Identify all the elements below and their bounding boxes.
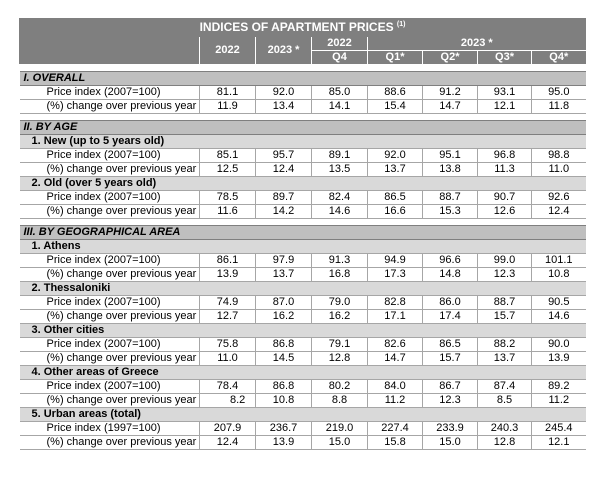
header-q1: Q1* [368,51,423,65]
apartment-price-indices-table [19,18,586,450]
table-row [20,86,586,100]
cell-value: 11.2 [532,394,586,408]
cell-value: 78.4 [200,380,256,394]
cell-value: 13.7 [256,268,312,282]
row-label: (%) change over previous year [20,310,200,324]
subsection-label: 2. Old (over 5 years old) [20,177,586,191]
section-header [20,72,586,86]
cell-value: 12.1 [478,100,532,114]
cell-value: 87.4 [478,380,532,394]
subsection-header [20,408,586,422]
cell-value: 12.5 [200,163,256,177]
section-label: III. BY GEOGRAPHICAL AREA [20,226,586,240]
section-header [20,121,586,135]
row-label: Price index (2007=100) [20,149,200,163]
cell-value: 16.8 [312,268,368,282]
cell-value: 88.6 [368,86,423,100]
cell-value: 92.6 [532,191,586,205]
subsection-header [20,324,586,338]
cell-value: 79.0 [312,296,368,310]
row-label: Price index (2007=100) [20,254,200,268]
cell-value: 89.2 [532,380,586,394]
cell-value: 86.5 [368,191,423,205]
header-row-1 [20,37,586,51]
cell-value: 15.8 [368,436,423,450]
row-label: (%) change over previous year [20,100,200,114]
cell-value: 14.7 [423,100,478,114]
table-row [20,436,586,450]
cell-value: 245.4 [532,422,586,436]
cell-value: 17.4 [423,310,478,324]
table-row [20,163,586,177]
subsection-label: 1. New (up to 5 years old) [20,135,586,149]
cell-value: 78.5 [200,191,256,205]
cell-value: 13.8 [423,163,478,177]
table-row [20,422,586,436]
cell-value: 207.9 [200,422,256,436]
cell-value: 88.7 [478,296,532,310]
cell-value: 88.2 [478,338,532,352]
cell-value: 15.0 [312,436,368,450]
cell-value: 8.5 [478,394,532,408]
header-q4: Q4* [532,51,586,65]
cell-value: 10.8 [256,394,312,408]
table-row [20,149,586,163]
cell-value: 88.7 [423,191,478,205]
cell-value: 11.6 [200,205,256,219]
cell-value: 75.8 [200,338,256,352]
row-label: (%) change over previous year [20,163,200,177]
cell-value: 17.1 [368,310,423,324]
table-row [20,254,586,268]
cell-value: 11.0 [532,163,586,177]
cell-value: 82.6 [368,338,423,352]
subsection-label: 1. Athens [20,240,586,254]
row-label: (%) change over previous year [20,436,200,450]
table-body [20,65,586,450]
cell-value: 240.3 [478,422,532,436]
cell-value: 14.2 [256,205,312,219]
cell-value: 12.3 [478,268,532,282]
header-2023: 2023 * [256,37,312,65]
cell-value: 82.8 [368,296,423,310]
cell-value: 79.1 [312,338,368,352]
cell-value: 90.5 [532,296,586,310]
table-title-footnote: (1) [396,21,406,28]
cell-value: 91.2 [423,86,478,100]
cell-value: 12.8 [312,352,368,366]
cell-value: 15.0 [423,436,478,450]
cell-value: 92.0 [256,86,312,100]
cell-value: 92.0 [368,149,423,163]
row-label: Price index (1997=100) [20,422,200,436]
cell-value: 85.1 [200,149,256,163]
table-row [20,100,586,114]
cell-value: 14.7 [368,352,423,366]
subsection-label: 4. Other areas of Greece [20,366,586,380]
cell-value: 12.8 [478,436,532,450]
header-q2: Q2* [423,51,478,65]
cell-value: 233.9 [423,422,478,436]
table-row [20,352,586,366]
cell-value: 15.7 [423,352,478,366]
header-blank-cell [20,37,200,65]
cell-value: 15.3 [423,205,478,219]
cell-value: 219.0 [312,422,368,436]
cell-value: 90.0 [532,338,586,352]
row-label: (%) change over previous year [20,205,200,219]
subsection-header [20,177,586,191]
cell-value: 74.9 [200,296,256,310]
cell-value: 10.8 [532,268,586,282]
cell-value: 93.1 [478,86,532,100]
subsection-header [20,366,586,380]
cell-value: 11.9 [200,100,256,114]
cell-value: 95.0 [532,86,586,100]
subsection-header [20,135,586,149]
cell-value: 13.5 [312,163,368,177]
cell-value: 14.8 [423,268,478,282]
cell-value: 101.1 [532,254,586,268]
subsection-label: 3. Other cities [20,324,586,338]
cell-value: 86.1 [200,254,256,268]
cell-value: 8.8 [312,394,368,408]
cell-value: 15.4 [368,100,423,114]
cell-value: 85.0 [312,86,368,100]
cell-value: 94.9 [368,254,423,268]
cell-value: 13.7 [368,163,423,177]
cell-value: 14.6 [532,310,586,324]
header-q4-2022: Q4 [312,51,368,65]
subsection-header [20,282,586,296]
header-group-2022: 2022 [312,37,368,51]
row-label: (%) change over previous year [20,352,200,366]
subsection-header [20,240,586,254]
table-row [20,394,586,408]
cell-value: 90.7 [478,191,532,205]
cell-value: 81.1 [200,86,256,100]
cell-value: 13.9 [532,352,586,366]
cell-value: 16.6 [368,205,423,219]
cell-value: 13.9 [200,268,256,282]
subsection-label: 2. Thessaloniki [20,282,586,296]
cell-value: 12.6 [478,205,532,219]
row-label: Price index (2007=100) [20,380,200,394]
header-q3: Q3* [478,51,532,65]
row-label: (%) change over previous year [20,394,200,408]
cell-value: 12.4 [200,436,256,450]
row-label: Price index (2007=100) [20,86,200,100]
cell-value: 84.0 [368,380,423,394]
cell-value: 12.4 [532,205,586,219]
cell-value: 89.1 [312,149,368,163]
cell-value: 14.6 [312,205,368,219]
cell-value: 86.0 [423,296,478,310]
cell-value: 8.2 [200,394,256,408]
cell-value: 82.4 [312,191,368,205]
cell-value: 11.0 [200,352,256,366]
table-row [20,380,586,394]
cell-value: 15.7 [478,310,532,324]
cell-value: 91.3 [312,254,368,268]
cell-value: 97.9 [256,254,312,268]
section-header [20,226,586,240]
table-row [20,296,586,310]
cell-value: 12.1 [532,436,586,450]
cell-value: 99.0 [478,254,532,268]
cell-value: 13.4 [256,100,312,114]
cell-value: 227.4 [368,422,423,436]
subsection-label: 5. Urban areas (total) [20,408,586,422]
cell-value: 16.2 [256,310,312,324]
table-row [20,268,586,282]
cell-value: 14.5 [256,352,312,366]
title-row [20,19,586,37]
cell-value: 16.2 [312,310,368,324]
row-label: (%) change over previous year [20,268,200,282]
cell-value: 13.9 [256,436,312,450]
cell-value: 11.3 [478,163,532,177]
cell-value: 14.1 [312,100,368,114]
cell-value: 11.8 [532,100,586,114]
cell-value: 86.8 [256,338,312,352]
cell-value: 87.0 [256,296,312,310]
table-row [20,310,586,324]
cell-value: 95.1 [423,149,478,163]
cell-value: 89.7 [256,191,312,205]
cell-value: 80.2 [312,380,368,394]
cell-value: 86.5 [423,338,478,352]
cell-value: 96.8 [478,149,532,163]
table-title [20,19,586,37]
cell-value: 86.7 [423,380,478,394]
cell-value: 236.7 [256,422,312,436]
row-label: Price index (2007=100) [20,338,200,352]
cell-value: 86.8 [256,380,312,394]
table-row [20,191,586,205]
cell-value: 95.7 [256,149,312,163]
section-label: II. BY AGE [20,121,586,135]
header-2022: 2022 [200,37,256,65]
cell-value: 12.7 [200,310,256,324]
cell-value: 13.7 [478,352,532,366]
cell-value: 96.6 [423,254,478,268]
table-title-text: INDICES OF APARTMENT PRICES [199,20,394,34]
cell-value: 11.2 [368,394,423,408]
section-label: I. OVERALL [20,72,586,86]
cell-value: 17.3 [368,268,423,282]
row-label: Price index (2007=100) [20,191,200,205]
header-group-2023: 2023 * [368,37,586,51]
table-row [20,338,586,352]
row-label: Price index (2007=100) [20,296,200,310]
cell-value: 98.8 [532,149,586,163]
cell-value: 12.3 [423,394,478,408]
table-row [20,205,586,219]
cell-value: 12.4 [256,163,312,177]
